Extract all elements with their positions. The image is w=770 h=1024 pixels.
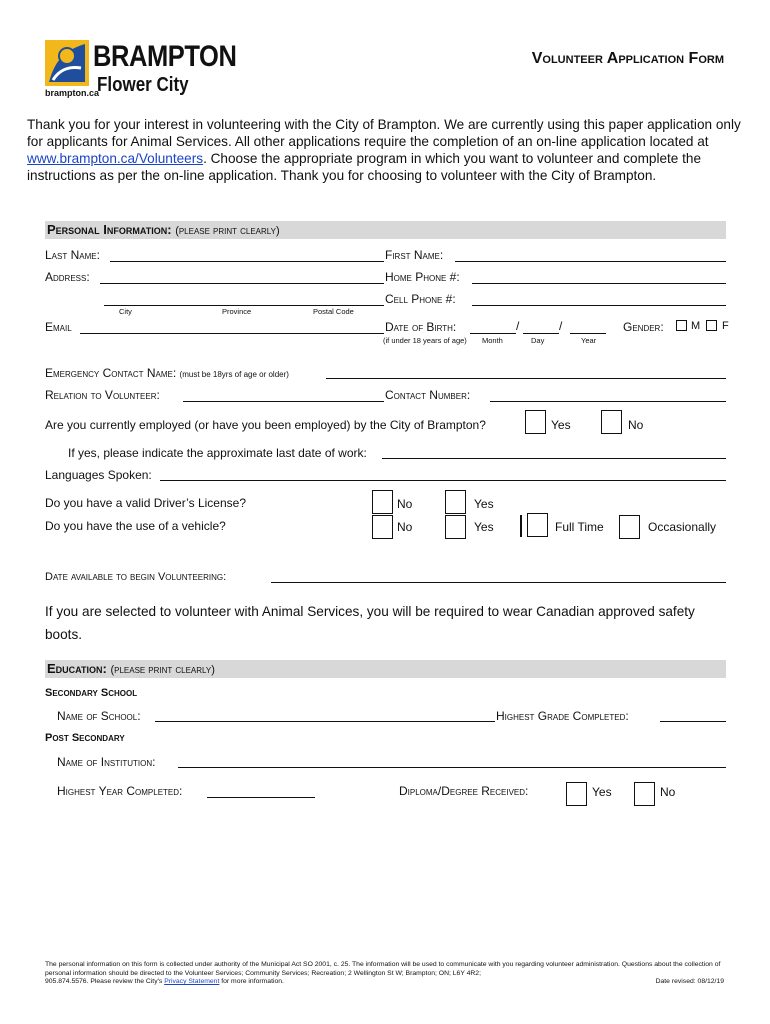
emergency-contact-field[interactable]: [326, 378, 726, 379]
personal-info-heading: [47, 222, 280, 237]
volunteers-link[interactable]: www.brampton.ca/Volunteers: [27, 151, 204, 166]
school-name-label: Name of School:: [57, 709, 141, 723]
dob-day-caption: Day: [531, 336, 545, 345]
vehicle-question: Do you have the use of a vehicle?: [45, 519, 226, 533]
full-time-label: Full Time: [555, 520, 604, 534]
home-phone-field[interactable]: [472, 283, 726, 284]
date-available-label: Date available to begin Volunteering:: [45, 571, 227, 583]
last-work-field[interactable]: [382, 458, 726, 459]
first-name-label: First Name:: [385, 248, 444, 262]
last-name-field[interactable]: [110, 261, 384, 262]
emergency-label-text: Emergency Contact Name:: [45, 366, 177, 380]
flower-emblem-icon: [45, 40, 89, 86]
date-available-field[interactable]: [271, 582, 726, 583]
cell-phone-field[interactable]: [472, 305, 726, 306]
logo-name: BRAMPTON: [93, 40, 237, 73]
secondary-school-heading: Secondary School: [45, 687, 138, 699]
contact-number-label: Contact Number:: [385, 388, 471, 402]
date-revised: Date revised: 08/12/19: [655, 978, 724, 985]
personal-heading-text: Personal Information:: [47, 222, 172, 237]
full-time-checkbox[interactable]: [527, 513, 548, 537]
cell-phone-label: Cell Phone #:: [385, 292, 456, 306]
institution-label: Name of Institution:: [57, 755, 156, 769]
gender-m-label: M: [691, 320, 701, 332]
logo-tagline: Flower City: [97, 74, 189, 96]
dob-year-field[interactable]: [570, 333, 606, 334]
dob-slash-1: /: [516, 319, 520, 333]
employed-yes-checkbox[interactable]: [525, 410, 546, 434]
address-label: Address:: [45, 270, 90, 284]
institution-field[interactable]: [178, 767, 726, 768]
diploma-no-checkbox[interactable]: [634, 782, 655, 806]
license-no-label: No: [397, 497, 413, 511]
contact-number-field[interactable]: [490, 401, 726, 402]
last-work-label: If yes, please indicate the approximate last date of work:: [68, 446, 367, 460]
footer-text-1: The personal information on this form is collected under authority of the Municipal Act SO 2001, c. 25. The information will be used to communicate with you regarding volunteer administration. Questions about the collection of personal information should be directed to the Volunteer Services; Community Services; Recreation; 2 Wellington St W; Brampton; ON; L6Y 4R2;: [45, 961, 721, 977]
school-name-field[interactable]: [155, 721, 495, 722]
highest-year-field[interactable]: [207, 797, 315, 798]
last-name-label: Last Name:: [45, 248, 100, 262]
license-yes-checkbox[interactable]: [445, 490, 466, 514]
logo-url: brampton.ca: [45, 88, 100, 98]
dob-label: Date of Birth:: [385, 320, 457, 334]
license-yes-label: Yes: [474, 497, 494, 511]
education-heading: [47, 661, 215, 676]
diploma-no-label: No: [660, 785, 676, 799]
highest-grade-field[interactable]: [660, 721, 726, 722]
highest-grade-label: Highest Grade Completed:: [496, 709, 629, 723]
footer-text-2: 905.874.5576. Please review the City's: [45, 978, 165, 985]
gender-m-checkbox[interactable]: [676, 320, 687, 331]
education-heading-note: (please print clearly): [110, 664, 215, 676]
emergency-note: (must be 18yrs of age or older): [179, 370, 289, 379]
vehicle-no-checkbox[interactable]: [372, 515, 393, 539]
relation-label: Relation to Volunteer:: [45, 388, 160, 402]
home-phone-label: Home Phone #:: [385, 270, 460, 284]
personal-heading-note: (please print clearly): [175, 225, 280, 237]
dob-slash-2: /: [559, 319, 563, 333]
dob-year-caption: Year: [581, 336, 597, 345]
dob-month-field[interactable]: [470, 333, 516, 334]
dob-day-field[interactable]: [523, 333, 559, 334]
diploma-yes-checkbox[interactable]: [566, 782, 587, 806]
employed-question: Are you currently employed (or have you been employed) by the City of Brampton?: [45, 418, 486, 432]
intro-text-1: Thank you for your interest in volunteering with the City of Brampton. We are currently using this paper application only for applicants for Animal Services. All other applications require the completion of an on-line application located at: [27, 117, 741, 149]
license-question: Do you have a valid Driver’s License?: [45, 496, 246, 510]
animal-services-notice: If you are selected to volunteer with Animal Services, you will be required to wear Canadian approved safety boots.: [45, 604, 695, 642]
emergency-contact-label: [45, 366, 289, 380]
highest-year-label: Highest Year Completed:: [57, 784, 183, 798]
email-label: Email: [45, 320, 72, 334]
postal-code-caption: Postal Code: [313, 307, 354, 316]
employed-no-checkbox[interactable]: [601, 410, 622, 434]
gender-f-checkbox[interactable]: [706, 320, 717, 331]
employed-yes-label: Yes: [551, 418, 571, 432]
license-no-checkbox[interactable]: [372, 490, 393, 514]
vehicle-no-label: No: [397, 520, 413, 534]
footer-text-3: for more information.: [219, 978, 284, 985]
languages-field[interactable]: [160, 480, 726, 481]
gender-f-label: F: [722, 320, 729, 332]
diploma-yes-label: Yes: [592, 785, 612, 799]
diploma-label: Diploma/Degree Received:: [399, 784, 529, 798]
vehicle-yes-label: Yes: [474, 520, 494, 534]
divider-bar: [520, 515, 522, 537]
first-name-field[interactable]: [455, 261, 726, 262]
languages-label: Languages Spoken:: [45, 468, 152, 482]
relation-field[interactable]: [183, 401, 384, 402]
privacy-statement-link[interactable]: Privacy Statement: [164, 978, 220, 985]
address-field[interactable]: [100, 283, 384, 284]
occasionally-checkbox[interactable]: [619, 515, 640, 539]
city-province-postal-field[interactable]: [104, 305, 384, 306]
post-secondary-heading: Post Secondary: [45, 732, 125, 744]
intro-paragraph: [27, 116, 743, 184]
vehicle-yes-checkbox[interactable]: [445, 515, 466, 539]
city-caption: City: [119, 307, 132, 316]
dob-note: (if under 18 years of age): [383, 336, 467, 345]
occasionally-label: Occasionally: [648, 520, 717, 534]
intro-text-2: . Choose the appropriate program in which you want to volunteer and complete the instructions as per the on-line application. Thank you for choosing to volunteer with the City of Brampton.: [27, 151, 702, 183]
form-title: Volunteer Application Form: [531, 50, 724, 67]
province-caption: Province: [222, 307, 252, 316]
gender-label: Gender:: [623, 320, 664, 334]
employed-no-label: No: [628, 418, 644, 432]
privacy-footer: [45, 961, 725, 987]
education-heading-text: Education:: [47, 661, 107, 676]
dob-month-caption: Month: [482, 336, 503, 345]
brampton-logo: [45, 40, 237, 102]
email-field[interactable]: [80, 333, 384, 334]
